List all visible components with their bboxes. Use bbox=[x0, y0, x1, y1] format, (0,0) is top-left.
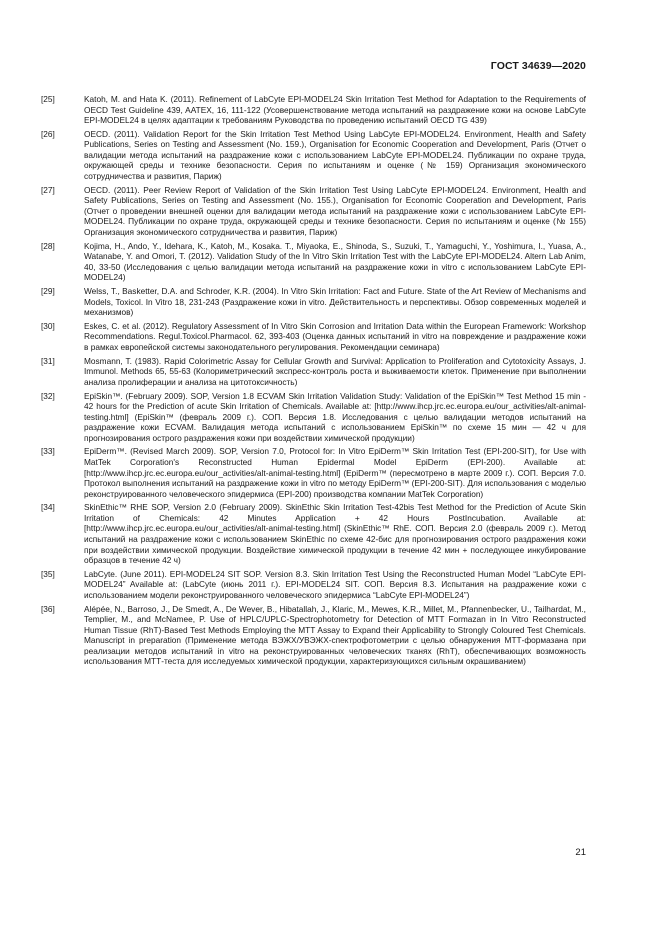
reference-item bbox=[41, 241, 586, 283]
reference-item bbox=[41, 604, 586, 667]
reference-text: EpiDerm™. (Revised March 2009). SOP, Version 7.0, Protocol for: In Vitro EpiDerm™ Skin Irritation Test (EPI-200-SIT), for Use with MatTek Corporation's Reconstructed Human Epidermal Model EpiDerm (EPI-200). Available at: [http://www.ihcp.jrc.ec.europa.eu/our_activities/alt-animal-testing.html] (EpiDerm™ (пересмотрено в марте 2009 г.). СОП. Версия 7.0. Протокол выполнения испытаний на раздражение кожи in vitro по методу EpiDerm™ (EPI-200-SIT). Для использования с моделью реконструированного человеческого эпидермиса (EPI-200) производства компании MatTek Corporation) bbox=[84, 446, 586, 499]
reference-item bbox=[41, 569, 586, 601]
reference-text: OECD. (2011). Peer Review Report of Validation of the Skin Irritation Test Using LabCyte EPI-MODEL24. Environment, Health and Safety Publications, Series on Testing and Assessment (No. 155.), Organisation for Economic Cooperation and Development, Paris (Отчет о проведении внешней оценки для валидации метода испытаний на раздражение кожи с использованием LabCyte EPI-MODEL24. Публикации по охране труда, окружающей среды и технике безопасности. Серия по испытаниям и оценке (№ 155) Организация экономического сотрудничества и развития, Париж) bbox=[84, 184, 586, 237]
reference-text: Katoh, M. and Hata K. (2011). Refinement of LabCyte EPI-MODEL24 Skin Irritation Test Method for Adaptation to the Requirements of OECD Test Guideline 439, AATEX, 16, 111-122 (Усовершенствование метода испытаний на раздражение кожи на основе LabCyte EPI-MODEL24 в целях адаптации к требованиям Руководства по проведению испытаний OECD TG 439) bbox=[84, 94, 586, 126]
reference-number: [25] bbox=[41, 94, 55, 104]
reference-item bbox=[41, 391, 586, 444]
reference-number: [28] bbox=[41, 240, 55, 251]
reference-number: [26] bbox=[41, 128, 55, 139]
reference-number: [29] bbox=[41, 286, 55, 297]
reference-item bbox=[41, 356, 586, 388]
reference-number: [34] bbox=[41, 502, 55, 513]
reference-item bbox=[41, 446, 586, 499]
reference-item bbox=[41, 321, 586, 353]
reference-text: Welss, T., Basketter, D.A. and Schroder, K.R. (2004). In Vitro Skin Irritation: Fact and Future. State of the Art Review of Mechanisms and Models, Toxicol. In Vitro 18, 231-243 (Раздражение кожи in vitro. Действительность и перспективы. Обзор современных моделей и механизмов) bbox=[84, 286, 586, 318]
reference-text: LabCyte. (June 2011). EPI-MODEL24 SIT SOP. Version 8.3. Skin Irritation Test Using the Reconstructed Human Model “LabCyte EPI-MODEL24” Available at: (LabCyte (июнь 2011 г.). EPI-MODEL24 SIT. СОП. Версия 8.3. Испытания на раздражение кожи с использованием модели реконструированного человеческого эпидермиса “LabCyte EPI-MODEL24”) bbox=[84, 568, 586, 600]
reference-item bbox=[41, 94, 586, 126]
reference-number: [32] bbox=[41, 390, 55, 401]
reference-item bbox=[41, 502, 586, 565]
reference-item bbox=[41, 286, 586, 318]
reference-number: [27] bbox=[41, 184, 55, 195]
reference-number: [35] bbox=[41, 568, 55, 579]
reference-text: EpiSkin™. (February 2009). SOP, Version 1.8 ECVAM Skin Irritation Validation Study: Validation of the EpiSkin™ Test Method 15 min - 42 hours for the Prediction of acute Skin Irritation of Chemicals. Available at: [http://www.ihcp.jrc.ec.europa.eu/our_activities/alt-animal-testing.html] (EpiSkin™ (февраль 2009 г.). СОП. Версия 1.8. Исследования с целью валидации методов испытаний на раздражение кожи ECVAM. Валидация метода испытаний с использованием EpiSkin™ по схеме 15 мин — 42 ч для прогнозирования острого раздражения кожи при воздействии химической продукции) bbox=[84, 390, 586, 443]
reference-item bbox=[41, 129, 586, 182]
reference-list bbox=[41, 94, 586, 670]
standard-header: ГОСТ 34639—2020 bbox=[490, 60, 586, 72]
reference-number: [36] bbox=[41, 603, 55, 614]
reference-number: [30] bbox=[41, 320, 55, 331]
reference-text: SkinEthic™ RHE SOP, Version 2.0 (February 2009). SkinEthic Skin Irritation Test-42bis Test Method for the Prediction of Acute Skin Irritation of Chemicals: 42 Minutes Application + 42 Hours PostIncubation. Available at: [http://www.ihcp.jrc.ec.europa.eu/our_activities/alt-animal-testing.html] (SkinEthic™ RhE. СОП. Версия 2.0 (февраль 2009 г.). Метод испытаний на раздражение кожи с использованием SkinEthic по схеме 42-бис для прогнозирования острого раздражения кожи при воздействии химической продукции. Воздействие химической продукции в течение 42 мин + последующее инкубирование образцов в течение 42 ч) bbox=[84, 502, 586, 566]
page-number: 21 bbox=[575, 847, 586, 858]
reference-number: [31] bbox=[41, 355, 55, 366]
reference-text: Alépée, N., Barroso, J., De Smedt, A., De Wever, B., Hibatallah, J., Klaric, M., Mewes, K.R., Millet, M., Pfannenbecker, U., Tailhardat, M., Templier, M., and McNamee, P. Use of HPLC/UPLC-Spectrophotometry for Detection of MTT Formazan in In Vitro Reconstructed Human Tissue (RhT)-Based Test Methods Employing the MTT Assay to Expand their Applicability to Strongly Coloured Test Chemicals. Manuscript in preparation (Применение метода ВЭЖХ/УВЭЖХ-спектрофотометрии с целью обнаружения МТТ-формазана при реализации методов испытаний in vitro на реконструированных человеческих тканях (RhT), обеспечивающих возможность использования МТТ-теста для исследуемых химической продукции, характеризующихся сильным окрашиванием) bbox=[84, 603, 586, 667]
reference-text: Kojima, H., Ando, Y., Idehara, K., Katoh, M., Kosaka. T., Miyaoka, E., Shinoda, S., Suzuki, T., Yamaguchi, Y., Yoshimura, I., Yuasa, A., Watanabe, Y. and Omori, T. (2012). Validation Study of the In Vitro Skin Irritation Test with the LabCyte EPI-MODEL24. Altern Lab Anim, 40, 33-50 (Исследования с целью валидации метода испытаний на раздражение кожи in vitro с использованием LabCyte EPI-MODEL24) bbox=[84, 240, 586, 283]
reference-text: Mosmann, T. (1983). Rapid Colorimetric Assay for Cellular Growth and Survival: Application to Proliferation and Cytotoxicity Assays, J. Immunol. Methods 65, 55-63 (Колориметрический экспресс-контроль роста и выживаемости клеток. Применение при выполнении анализа пролиферации и анализа на цитотоксичность) bbox=[84, 355, 586, 387]
reference-text: OECD. (2011). Validation Report for the Skin Irritation Test Method Using LabCyte EPI-MODEL24. Environment, Health and Safety Publications, Series on Testing and Assessment (No. 159.), Organisation for Economic Cooperation and Development, Paris (Отчет о валидации метода испытаний на раздражение кожи с использованием LabCyte EPI-MODEL24. Публикации по охране труда, окружающей среды и технике безопасности. Серия по испытаниям и оценке (№ 159) Организация экономического сотрудничества и развития, Париж) bbox=[84, 128, 586, 182]
reference-item bbox=[41, 185, 586, 238]
reference-text: Eskes, C. et al. (2012). Regulatory Assessment of In Vitro Skin Corrosion and Irritation Data within the European Framework: Workshop Recommendations. Regul.Toxicol.Pharmacol. 62, 393-403 (Оценка данных испытаний in vitro на повреждение и раздражение кожи в рамках европейской системы законодательного регулирования. Рекомендации семинара) bbox=[84, 320, 586, 352]
reference-number: [33] bbox=[41, 446, 55, 457]
